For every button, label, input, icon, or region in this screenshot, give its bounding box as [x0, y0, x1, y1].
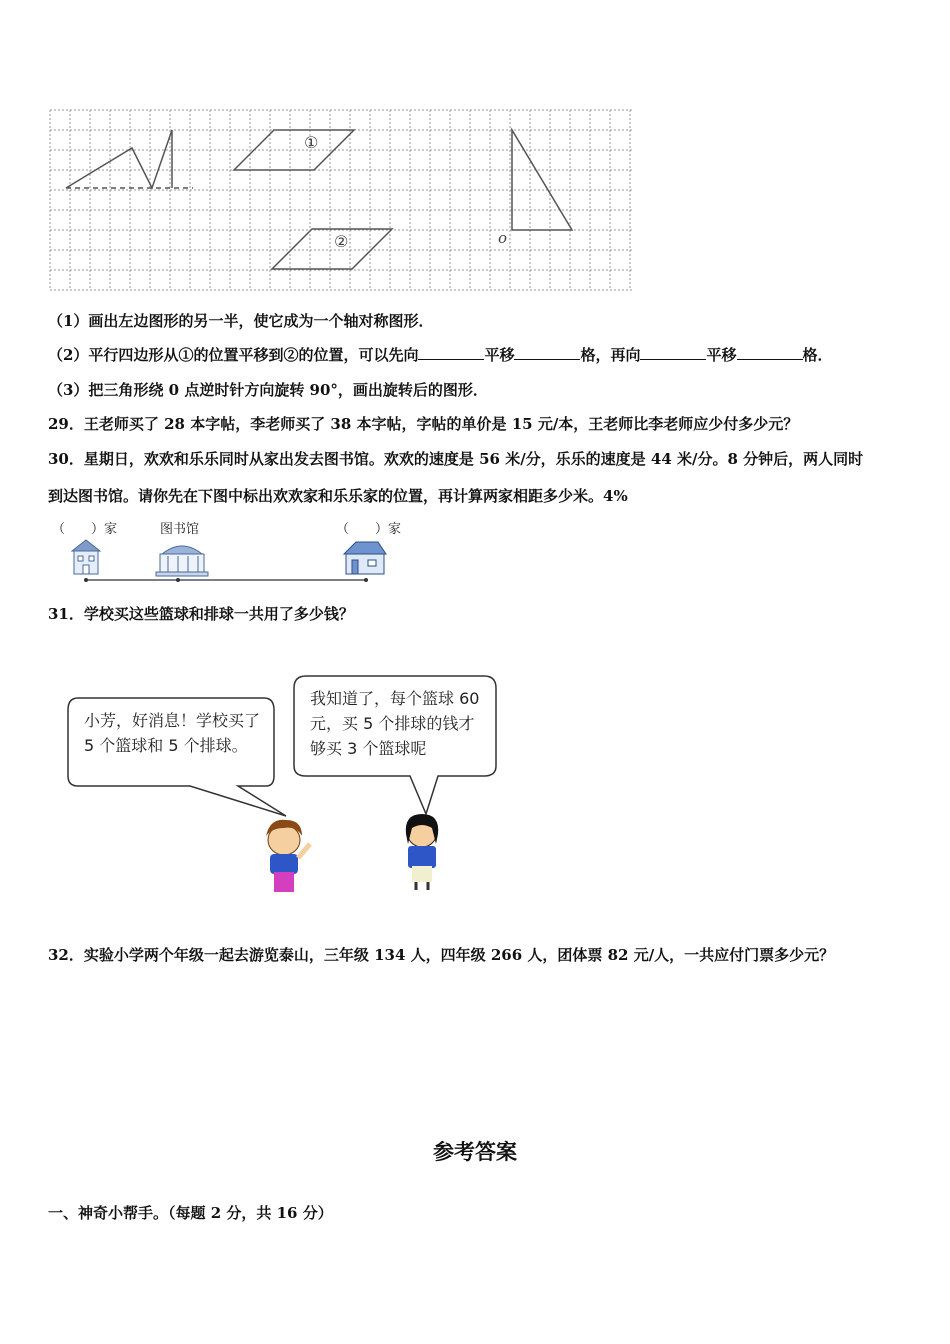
left-home-point — [84, 578, 88, 582]
answer-blank-steps-1[interactable] — [514, 347, 580, 360]
grid-lines — [50, 110, 634, 290]
boy-figure-icon — [266, 820, 310, 892]
q28-part1: （1）画出左边图形的另一半，使它成为一个轴对称图形． — [48, 312, 434, 330]
right-triangle — [512, 130, 572, 230]
q30-line2: 到达图书馆。请你先在下图中标出欢欢家和乐乐家的位置，再计算两家相距多少米。4% — [48, 487, 628, 505]
rotation-point-label: o — [498, 229, 508, 247]
q30-library-label: 图书馆 — [160, 522, 200, 537]
library-point — [176, 578, 180, 582]
right-bubble-text: 我知道了，每个篮球 60 元，买 5 个排球的钱才 够买 3 个篮球呢 — [310, 689, 480, 758]
answer-blank-direction-2[interactable] — [640, 347, 706, 360]
q30-right-home-label: （ ）家 — [336, 522, 402, 537]
grid-figure — [48, 108, 636, 293]
q28-part3: （3）把三角形绕 0 点逆时针方向旋转 90°，画出旋转后的图形． — [48, 381, 488, 399]
q28-part2: （2）平行四边形从①的位置平移到②的位置，可以先向 平移 格，再向 平移 格． — [48, 346, 833, 364]
answers-section-1: 一、神奇小帮手。（每题 2 分，共 16 分） — [48, 1204, 333, 1222]
q32-text: 32．实验小学两个年级一起去游览泰山，三年级 134 人，四年级 266 人，团体票 82 元/人，一共应付门票多少元？ — [48, 946, 835, 964]
q29-text: 29．王老师买了 28 本字帖，李老师买了 38 本字帖，字帖的单价是 15 元/本，王老师比李老师应少付多少元？ — [48, 415, 799, 433]
q30-map-diagram — [68, 536, 398, 586]
right-home-point — [364, 578, 368, 582]
answer-blank-steps-2[interactable] — [737, 347, 803, 360]
q30-line1: 30．星期日，欢欢和乐乐同时从家出发去图书馆。欢欢的速度是 56 米/分，乐乐的速度是 44 米/分。8 分钟后，两人同时 — [48, 450, 864, 468]
right-house-icon — [344, 542, 386, 574]
half-figure-outline — [66, 130, 172, 188]
answers-title: 参考答案 — [433, 1140, 517, 1164]
parallelogram-2-label: ② — [334, 232, 349, 251]
q30-left-home-label: （ ）家 — [52, 522, 118, 537]
answer-blank-direction-1[interactable] — [418, 347, 484, 360]
q31-text: 31．学校买这些篮球和排球一共用了多少钱？ — [48, 605, 354, 623]
girl-figure-icon — [406, 814, 438, 890]
left-house-icon — [72, 540, 100, 574]
library-icon — [156, 546, 208, 576]
parallelogram-1-label: ① — [304, 133, 319, 152]
left-bubble-text: 小芳，好消息！学校买了 5 个篮球和 5 个排球。 — [84, 711, 261, 755]
